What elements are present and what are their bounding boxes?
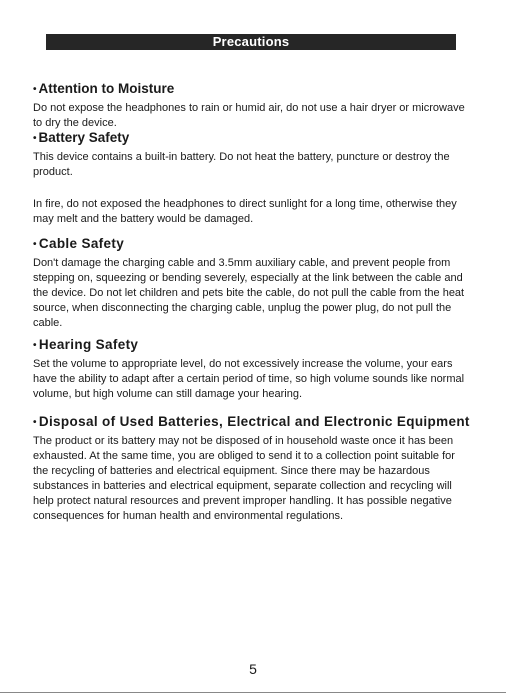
section-cable-safety — [33, 235, 473, 331]
section-moisture — [33, 80, 473, 131]
page-number: 5 — [249, 661, 257, 677]
bullet-icon: • — [33, 239, 37, 250]
section-heading — [33, 235, 473, 253]
heading-text: Hearing Safety — [38, 337, 139, 352]
paragraph: Don't damage the charging cable and 3.5mm auxiliary cable, and prevent people from stepping on, squeezing or bending severely, especially at the link between the cable and the device. Do not let children and pets bite the cable, do not pull the cable from the heat source, when disconnecting the charging cable, unplug the power plug, do not pull the cable. — [33, 257, 465, 329]
paragraph: The product or its battery may not be disposed of in household waste once it has been exhausted. At the same time, you are obliged to send it to a collection point suitable for the recycling of batteries and electrical equipment. Since there may be hazardous substances in batteries and electrical equipment, separate collection and recycling will help protect natural resources and prevent improper handling. It has possible negative consequences for human health and environmental regulations. — [33, 435, 455, 522]
paragraph: Set the volume to appropriate level, do not excessively increase the volume, your ears have the ability to adapt after a certain period of time, so high volume sounds like normal volume, but high volume can still damage your hearing. — [33, 358, 465, 400]
section-disposal — [33, 413, 473, 524]
heading-text: Cable Safety — [38, 236, 125, 251]
section-heading — [33, 413, 473, 431]
bullet-icon: • — [33, 133, 37, 144]
section-battery-safety — [33, 129, 473, 227]
paragraph: Do not expose the headphones to rain or humid air, do not use a hair dryer or microwave to dry the device. — [33, 102, 465, 129]
paragraph: In fire, do not exposed the headphones to direct sunlight for a long time, otherwise they may melt and the battery would be damaged. — [33, 198, 457, 225]
heading-text: Disposal of Used Batteries, Electrical and Electronic Equipment — [38, 414, 470, 429]
section-hearing-safety — [33, 336, 473, 402]
heading-text: Battery Safety — [38, 130, 130, 145]
paragraph: This device contains a built-in battery. Do not heat the battery, puncture or destroy the product. — [33, 151, 450, 178]
bullet-icon: • — [33, 340, 37, 351]
section-heading — [33, 129, 473, 147]
bottom-divider — [0, 692, 506, 693]
section-heading — [33, 336, 473, 354]
page-title: Precautions — [46, 34, 456, 50]
bullet-icon: • — [33, 417, 37, 428]
heading-text: Attention to Moisture — [38, 81, 175, 96]
section-heading — [33, 80, 473, 98]
bullet-icon: • — [33, 84, 37, 95]
